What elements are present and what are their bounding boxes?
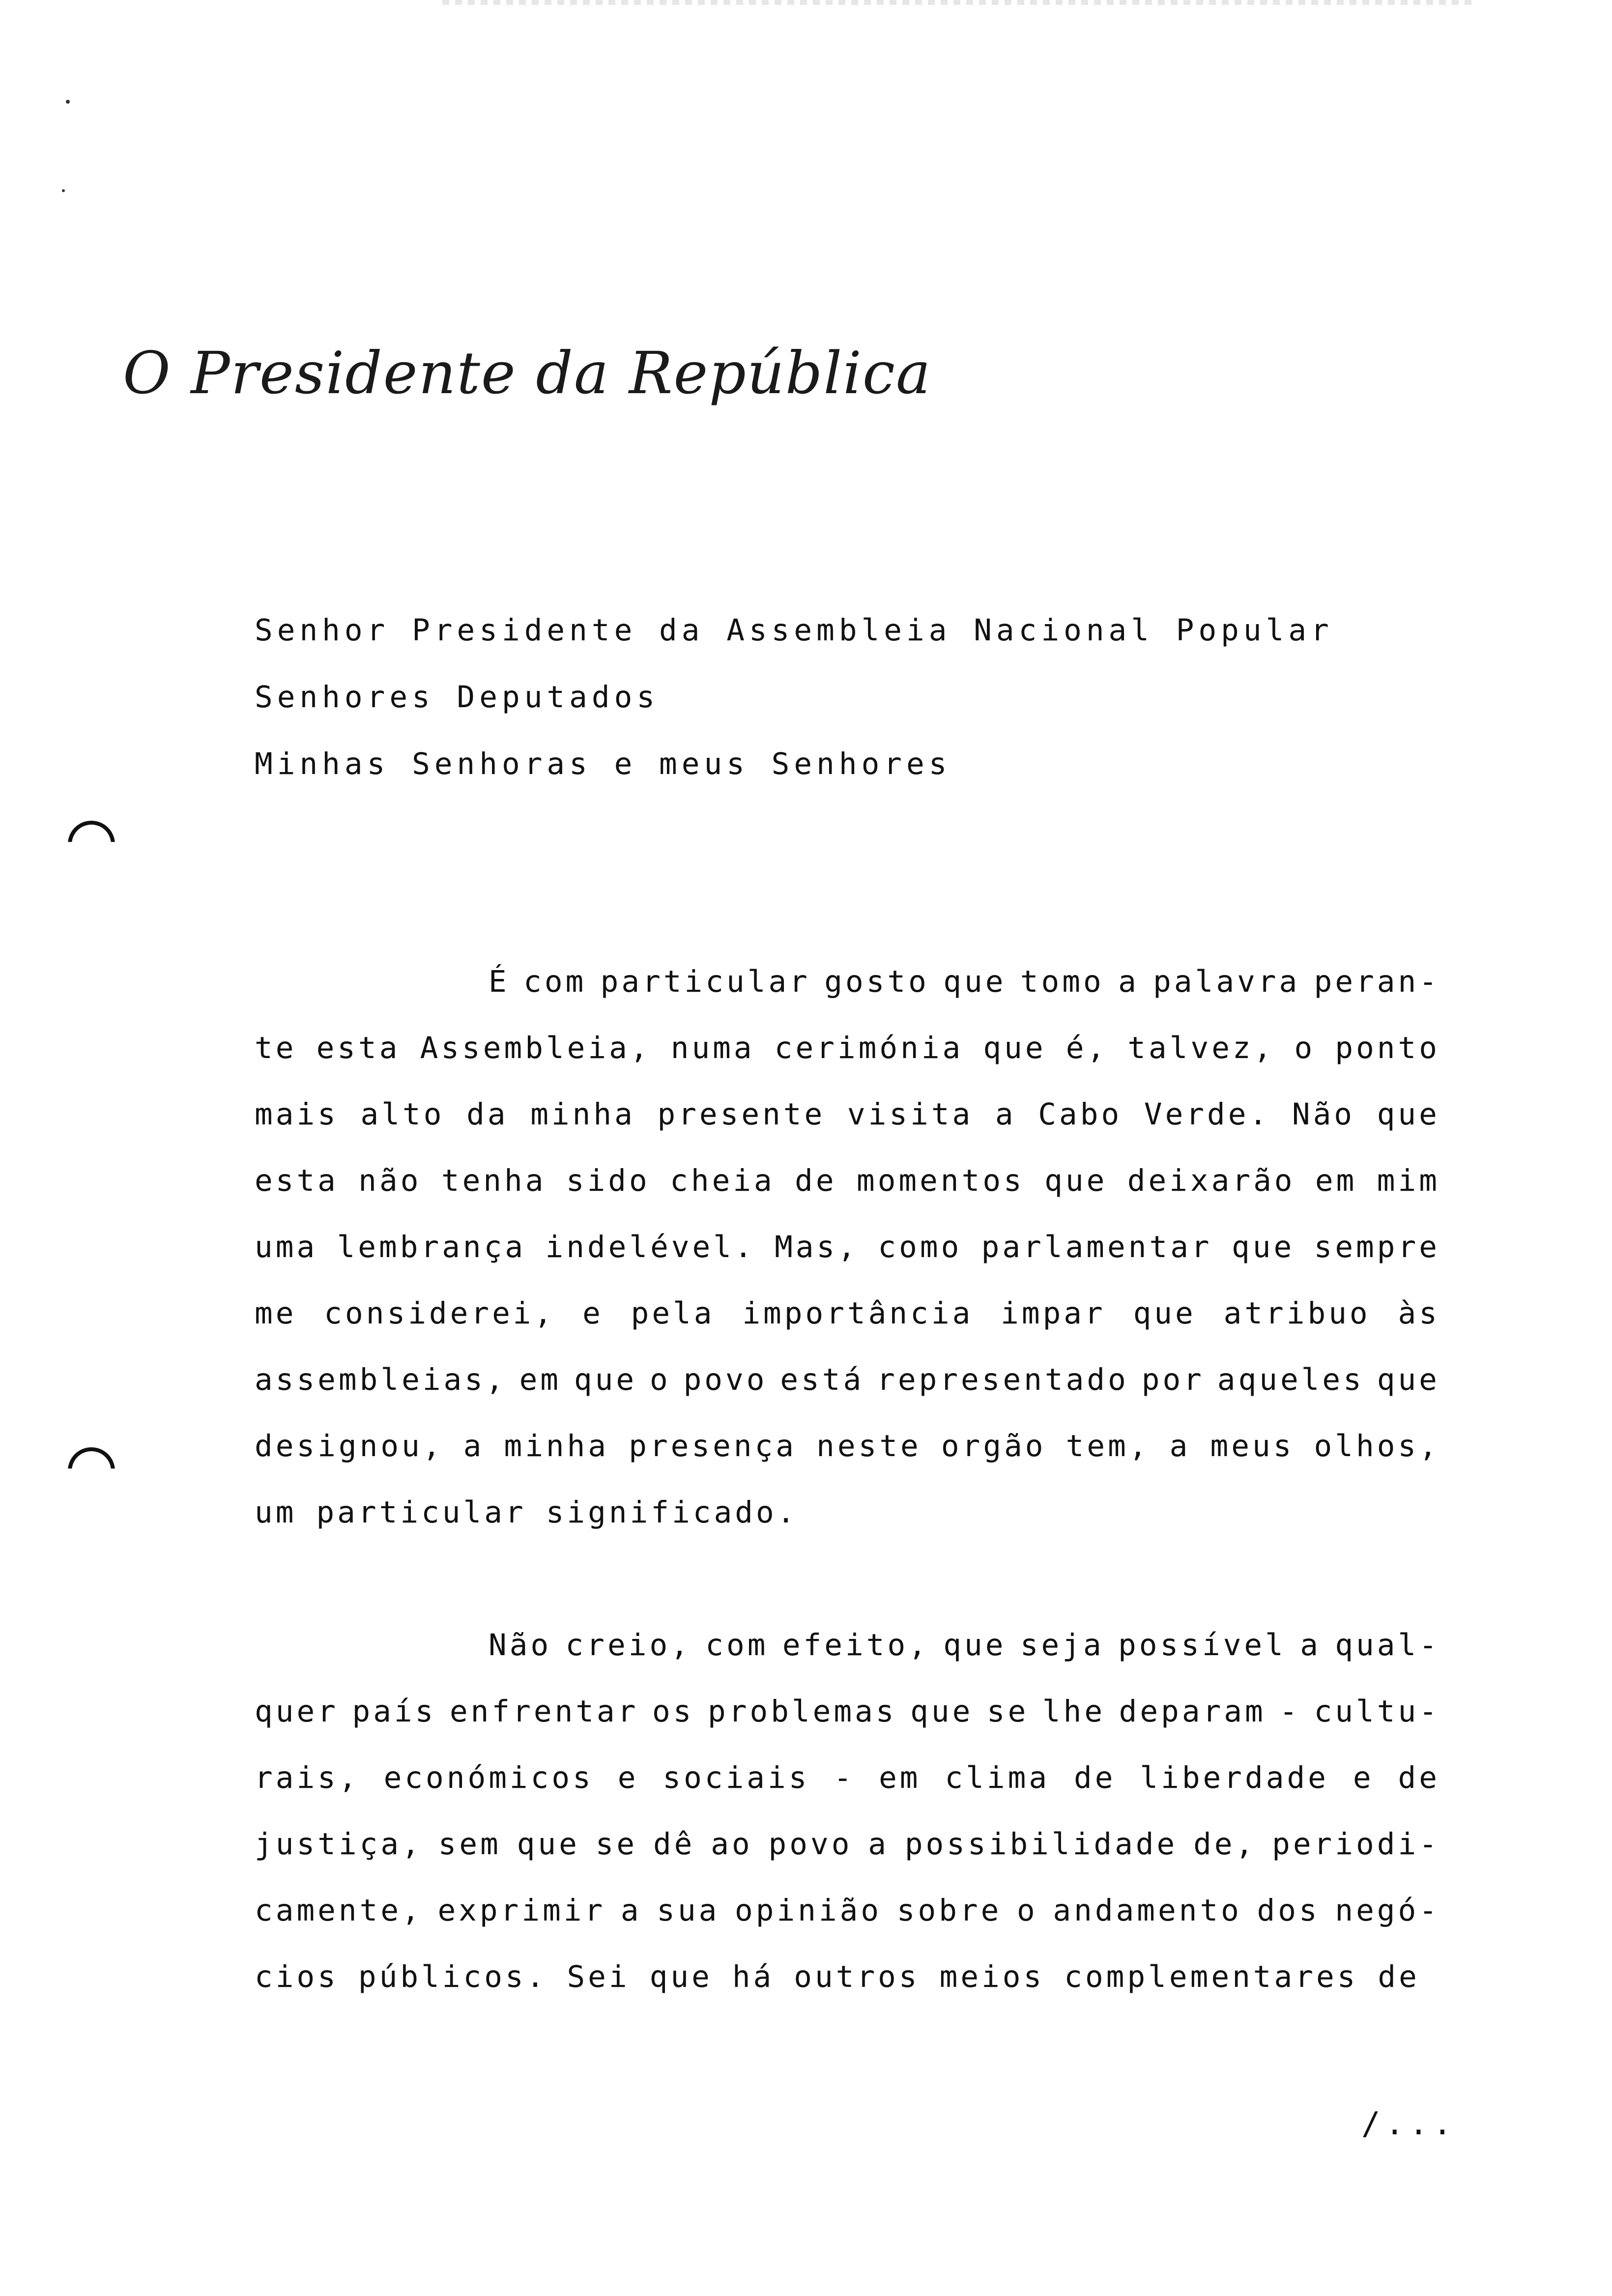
word: justiça, [255, 1827, 423, 1862]
body-paragraph [255, 1612, 1440, 2010]
word: considerei, [324, 1296, 555, 1331]
word: qual- [1335, 1628, 1440, 1663]
word: povo [683, 1362, 768, 1397]
word: esta [255, 1163, 339, 1198]
word: importância [742, 1296, 974, 1331]
paragraph-line [255, 1413, 1440, 1479]
word: momentos [856, 1163, 1025, 1198]
paragraph-line [255, 1944, 1440, 2010]
word: andamento [1053, 1893, 1242, 1928]
word: da [466, 1097, 509, 1132]
word: de, [1193, 1827, 1257, 1862]
word: Mas, [775, 1230, 859, 1264]
word: Não [489, 1628, 552, 1663]
word: que [1377, 1362, 1440, 1397]
word: parlamentar [981, 1230, 1212, 1264]
paragraph-line [255, 1479, 1440, 1546]
word: me [255, 1296, 297, 1331]
word: presente [657, 1097, 826, 1132]
word: Assembleia, [420, 1031, 651, 1065]
word: rais, [255, 1760, 360, 1795]
word: um [255, 1495, 297, 1530]
word: meios [939, 1959, 1045, 1994]
word: que [1377, 1097, 1440, 1132]
word: meus [1210, 1429, 1295, 1464]
paragraph-line [255, 1015, 1440, 1081]
word: orgão [941, 1429, 1046, 1464]
word: por [1141, 1362, 1205, 1397]
word: possibilidade [904, 1827, 1178, 1862]
word: com [705, 1628, 769, 1663]
salutation-line: Senhores Deputados [255, 680, 660, 715]
word: gosto [824, 964, 929, 999]
word: cios [255, 1959, 339, 1994]
word: dê [653, 1827, 695, 1862]
word: a [1300, 1628, 1321, 1663]
word: particular [316, 1495, 526, 1530]
word: a [620, 1893, 642, 1928]
word: opinião [735, 1893, 882, 1928]
word: mim [1377, 1163, 1440, 1198]
paragraph-line [255, 1745, 1440, 1811]
word: deixarão [1127, 1163, 1295, 1198]
word: complementares [1064, 1959, 1358, 1994]
word: peran- [1314, 964, 1440, 999]
word: sociais [662, 1760, 810, 1795]
word: a [1169, 1429, 1191, 1464]
word: Não [1292, 1097, 1355, 1132]
word: talvez, [1127, 1031, 1275, 1065]
paragraph-line [255, 1811, 1440, 1877]
word: minha [530, 1097, 635, 1132]
paragraph-line [255, 1148, 1440, 1214]
word: visita [847, 1097, 974, 1132]
paragraph-line [255, 1678, 1440, 1745]
word: sido [566, 1163, 650, 1198]
word: minha [504, 1429, 609, 1464]
word: camente, [255, 1893, 423, 1928]
word: enfrentar [449, 1694, 639, 1729]
word: deparam [1119, 1694, 1266, 1729]
word: - [1279, 1694, 1301, 1729]
word: e [1353, 1760, 1374, 1795]
word: que [983, 1031, 1046, 1065]
salutation-line: Minhas Senhoras e meus Senhores [255, 746, 951, 781]
word: efeito, [782, 1628, 929, 1663]
word: significado. [546, 1495, 798, 1530]
word: de [795, 1163, 837, 1198]
word: neste [816, 1429, 921, 1464]
word: negó- [1335, 1893, 1440, 1928]
word: às [1398, 1296, 1440, 1331]
word: designou, [255, 1429, 444, 1464]
word: cultu- [1314, 1694, 1440, 1729]
word: periodi- [1272, 1827, 1440, 1862]
paragraph-line [255, 948, 1440, 1015]
word: ponto [1335, 1031, 1440, 1065]
punch-hole-mark [68, 1447, 115, 1494]
word: com [523, 964, 587, 999]
word: representado [877, 1362, 1129, 1397]
word: Sei [567, 1959, 630, 1994]
word: É [489, 964, 510, 999]
word: que [517, 1827, 580, 1862]
word: o [649, 1362, 671, 1397]
word: em [1315, 1163, 1357, 1198]
word: o [1294, 1031, 1316, 1065]
word: sua [657, 1893, 720, 1928]
word: que [910, 1694, 974, 1729]
word: se [986, 1694, 1029, 1729]
paragraph-line [255, 1877, 1440, 1944]
word: tem, [1065, 1429, 1150, 1464]
scan-artifact [442, 0, 1474, 5]
word: Cabo [1038, 1097, 1123, 1132]
word: assembleias, [255, 1362, 507, 1397]
word: indelével. [545, 1230, 755, 1264]
word: - [834, 1760, 855, 1795]
word: em [519, 1362, 562, 1397]
word: outros [794, 1959, 920, 1994]
paragraph-line [255, 1280, 1440, 1347]
word: económicos [383, 1760, 594, 1795]
word: sobre [896, 1893, 1002, 1928]
word: que [1044, 1163, 1108, 1198]
letterhead: O Presidente da República [123, 339, 932, 407]
word: e [617, 1760, 639, 1795]
word: palavra [1153, 964, 1300, 999]
word: ao [711, 1827, 753, 1862]
word: de [1398, 1760, 1440, 1795]
word: aqueles [1217, 1362, 1364, 1397]
word: lembrança [337, 1230, 526, 1264]
word: cerimónia [774, 1031, 964, 1065]
word: lhe [1042, 1694, 1106, 1729]
word: públicos. [358, 1959, 547, 1994]
word: que [943, 1628, 1007, 1663]
word: particular [600, 964, 810, 999]
word: te [255, 1031, 297, 1065]
word: há [732, 1959, 775, 1994]
word: quer [255, 1694, 339, 1729]
body-paragraph [255, 948, 1440, 1546]
word: tomo [1020, 964, 1104, 999]
word: presença [629, 1429, 797, 1464]
salutation-line: Senhor Presidente da Assembleia Nacional Popular [255, 613, 1333, 648]
word: exprimir [437, 1893, 606, 1928]
paragraph-line [255, 1347, 1440, 1413]
word: os [652, 1694, 694, 1729]
word: não [358, 1163, 422, 1198]
word: Verde. [1144, 1097, 1270, 1132]
word: possível [1118, 1628, 1286, 1663]
word: impar [1001, 1296, 1106, 1331]
word: cheia [670, 1163, 775, 1198]
scan-speck [66, 100, 70, 104]
word: de [1074, 1760, 1116, 1795]
word: atribuo [1223, 1296, 1371, 1331]
word: país [352, 1694, 436, 1729]
word: que [1133, 1296, 1196, 1331]
word: é, [1065, 1031, 1108, 1065]
paragraph-line [255, 1081, 1440, 1148]
salutation [255, 597, 1333, 798]
word: liberdade [1140, 1760, 1329, 1795]
word: que [649, 1959, 713, 1994]
word: a [868, 1827, 889, 1862]
word: que [574, 1362, 637, 1397]
scan-speck [62, 189, 65, 192]
word: creio, [565, 1628, 691, 1663]
word: está [780, 1362, 864, 1397]
word: povo [768, 1827, 853, 1862]
word: de [1378, 1959, 1420, 1994]
word: sem [438, 1827, 501, 1862]
word: pela [631, 1296, 715, 1331]
word: mais [255, 1097, 339, 1132]
word: que [943, 964, 1007, 999]
word: e [582, 1296, 604, 1331]
word: tenha [441, 1163, 547, 1198]
word: olhos, [1314, 1429, 1440, 1464]
continuation-mark: /... [1361, 2106, 1457, 2142]
word: dos [1257, 1893, 1320, 1928]
word: alto [360, 1097, 445, 1132]
paragraph-line [255, 1612, 1440, 1678]
word: a [995, 1097, 1016, 1132]
word: esta [316, 1031, 401, 1065]
word: seja [1020, 1628, 1104, 1663]
paragraph-line [255, 1214, 1440, 1280]
word: o [1017, 1893, 1038, 1928]
word: problemas [708, 1694, 897, 1729]
word: como [878, 1230, 962, 1264]
word: em [879, 1760, 921, 1795]
word: uma [255, 1230, 318, 1264]
word: clima [945, 1760, 1050, 1795]
word: a [463, 1429, 485, 1464]
word: se [595, 1827, 638, 1862]
word: que [1232, 1230, 1295, 1264]
word: a [1118, 964, 1139, 999]
punch-hole-mark [68, 821, 115, 868]
word: numa [670, 1031, 755, 1065]
word: sempre [1314, 1230, 1440, 1264]
